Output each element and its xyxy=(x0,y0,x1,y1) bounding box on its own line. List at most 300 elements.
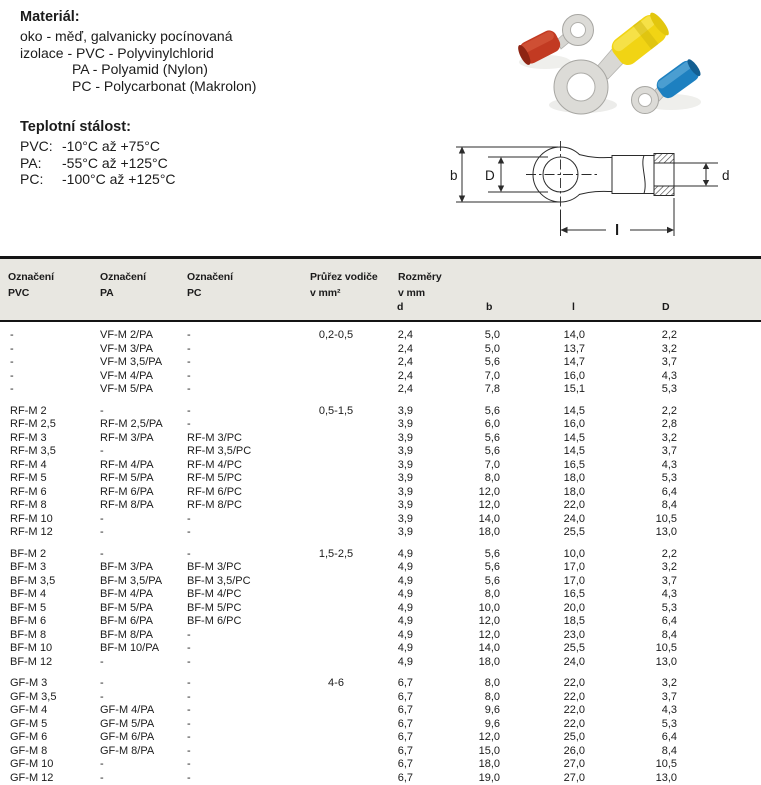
table-cell xyxy=(310,343,362,357)
dim-label-l: l xyxy=(615,222,620,239)
table-cell: 6,4 xyxy=(661,615,677,627)
specification-table xyxy=(0,256,761,785)
table-cell xyxy=(310,772,362,785)
table-cell: 4,9 xyxy=(397,547,413,560)
table-group xyxy=(0,548,761,670)
table-cell: 13,7 xyxy=(563,342,585,355)
table-cell: 12,0 xyxy=(478,628,500,641)
table-cell: RF-M 3,5/PC xyxy=(187,445,252,457)
table-cell: 22,0 xyxy=(563,704,585,716)
header-col-pvc xyxy=(8,269,54,301)
table-cell: 8,0 xyxy=(484,472,500,484)
table-cell: - xyxy=(187,547,191,560)
table-cell: 4,9 xyxy=(397,655,413,668)
table-cell: 27,0 xyxy=(563,771,585,784)
table-cell: - xyxy=(10,342,14,355)
header-line: v mm² xyxy=(310,287,341,299)
table-row xyxy=(0,691,761,705)
table-row xyxy=(0,432,761,446)
table-cell xyxy=(310,561,362,575)
table-cell: 4,3 xyxy=(661,458,677,471)
temperature-label: PA: xyxy=(20,154,42,171)
table-cell: RF-M 6/PC xyxy=(187,485,242,498)
table-cell: 6,7 xyxy=(397,690,413,703)
temperature-label: PC: xyxy=(20,171,44,187)
table-cell: - xyxy=(100,758,104,770)
table-row xyxy=(0,405,761,419)
table-cell: GF-M 5/PA xyxy=(100,717,155,730)
table-cell: RF-M 6/PA xyxy=(100,485,154,498)
table-cell: - xyxy=(187,717,191,730)
table-cell xyxy=(310,445,362,459)
table-cell: 8,4 xyxy=(661,628,677,641)
table-cell: - xyxy=(187,771,191,784)
table-cell: 13,0 xyxy=(655,655,677,668)
table-cell: 9,6 xyxy=(484,704,500,716)
table-group xyxy=(0,329,761,397)
table-cell xyxy=(310,758,362,772)
table-cell: - xyxy=(187,418,191,430)
table-cell: 2,2 xyxy=(661,329,677,341)
table-cell: 6,7 xyxy=(397,731,413,743)
table-cell: 2,4 xyxy=(397,369,413,382)
table-cell: BF-M 5/PC xyxy=(187,601,242,614)
header-line: PC xyxy=(187,287,202,299)
table-row xyxy=(0,343,761,357)
material-title: Materiál: xyxy=(20,9,80,25)
temperature-row xyxy=(20,155,450,172)
header-col-pa xyxy=(100,269,146,301)
table-row xyxy=(0,418,761,432)
table-cell: 16,5 xyxy=(563,588,585,600)
temperature-title: Teplotní stálost: xyxy=(20,119,131,135)
table-row xyxy=(0,383,761,397)
table-cell: 16,5 xyxy=(563,458,585,471)
table-row xyxy=(0,526,761,540)
table-cell xyxy=(310,704,362,718)
table-row xyxy=(0,370,761,384)
table-cell: 0,2-0,5 xyxy=(318,329,354,341)
table-cell: 2,2 xyxy=(661,547,677,560)
table-cell: 3,9 xyxy=(397,418,413,430)
table-cell: 14,5 xyxy=(563,404,585,417)
table-cell xyxy=(310,356,362,370)
table-cell: 6,0 xyxy=(484,418,500,430)
table-cell: - xyxy=(187,628,191,641)
table-cell: RF-M 4/PC xyxy=(187,458,242,471)
table-cell: 10,5 xyxy=(655,512,677,525)
table-cell: 4,9 xyxy=(397,642,413,654)
table-cell: - xyxy=(100,526,104,538)
table-cell: BF-M 2 xyxy=(10,547,47,560)
table-cell: 2,4 xyxy=(397,342,413,355)
header-line: PA xyxy=(100,287,114,299)
table-row xyxy=(0,704,761,718)
table-row xyxy=(0,758,761,772)
table-cell: 6,7 xyxy=(397,704,413,716)
table-cell: RF-M 3/PC xyxy=(187,431,242,444)
table-cell: BF-M 10/PA xyxy=(100,642,160,654)
table-cell: 14,0 xyxy=(478,512,500,525)
table-cell: 4,3 xyxy=(661,369,677,382)
table-cell: 17,0 xyxy=(563,561,585,573)
table-cell: RF-M 4/PA xyxy=(100,458,154,471)
table-cell: - xyxy=(187,356,191,368)
table-cell: 5,6 xyxy=(484,561,500,573)
table-cell: 7,0 xyxy=(484,369,500,382)
table-cell: 4,9 xyxy=(397,615,413,627)
table-cell: 5,6 xyxy=(484,404,500,417)
table-cell: BF-M 6/PA xyxy=(100,615,153,627)
material-line: oko - měď, galvanicky pocínovaná xyxy=(20,28,233,44)
table-cell: - xyxy=(100,655,104,668)
table-cell: 5,3 xyxy=(661,383,677,395)
table-cell: BF-M 3 xyxy=(10,561,47,573)
dim-label-b: b xyxy=(450,168,458,183)
table-row xyxy=(0,445,761,459)
table-cell: 20,0 xyxy=(563,601,585,614)
table-cell: 4,9 xyxy=(397,601,413,614)
table-row xyxy=(0,513,761,527)
table-cell: 3,9 xyxy=(397,458,413,471)
table-cell: 4,9 xyxy=(397,588,413,600)
table-row xyxy=(0,575,761,589)
header-dim-b: b xyxy=(486,301,493,313)
table-cell: 2,4 xyxy=(397,383,413,395)
table-cell: 25,0 xyxy=(563,731,585,743)
table-cell xyxy=(310,718,362,732)
table-cell: 18,5 xyxy=(563,615,585,627)
header-dim-l: l xyxy=(572,301,575,313)
table-cell: - xyxy=(187,704,191,716)
table-cell: BF-M 6/PC xyxy=(187,615,242,627)
table-row xyxy=(0,588,761,602)
table-cell xyxy=(310,588,362,602)
table-cell: GF-M 8 xyxy=(10,744,48,757)
table-cell: 10,0 xyxy=(563,547,585,560)
table-cell xyxy=(310,370,362,384)
table-cell: 22,0 xyxy=(563,690,585,703)
table-cell: BF-M 5 xyxy=(10,601,47,614)
table-cell: 3,9 xyxy=(397,445,413,457)
table-cell: 3,7 xyxy=(661,445,677,457)
table-cell: 19,0 xyxy=(478,771,500,784)
table-cell: - xyxy=(100,547,104,560)
table-cell: 5,0 xyxy=(484,329,500,341)
table-cell: RF-M 2,5 xyxy=(10,418,56,430)
table-cell: RF-M 2,5/PA xyxy=(100,418,163,430)
table-cell: 6,4 xyxy=(661,731,677,743)
table-cell: GF-M 10 xyxy=(10,758,54,770)
table-cell: - xyxy=(187,512,191,525)
table-cell: 22,0 xyxy=(563,677,585,689)
table-row xyxy=(0,548,761,562)
table-cell xyxy=(310,745,362,759)
table-cell: VF-M 2/PA xyxy=(100,329,153,341)
material-block xyxy=(20,8,450,94)
table-cell: 5,6 xyxy=(484,574,500,587)
table-cell: 14,5 xyxy=(563,431,585,444)
table-cell: BF-M 3,5 xyxy=(10,574,56,587)
table-cell: 2,2 xyxy=(661,404,677,417)
table-cell: VF-M 3/PA xyxy=(100,342,153,355)
table-cell: 1,5-2,5 xyxy=(318,547,354,560)
table-cell: - xyxy=(187,744,191,757)
header-dim-d: d xyxy=(397,301,404,313)
table-cell: 12,0 xyxy=(478,499,500,511)
header-line: Označení xyxy=(8,271,54,283)
table-cell: 3,2 xyxy=(661,342,677,355)
header-line: Rozměry xyxy=(398,271,442,283)
table-cell xyxy=(310,526,362,540)
table-cell: 18,0 xyxy=(563,472,585,484)
table-cell: 3,9 xyxy=(397,512,413,525)
temperature-label: PVC: xyxy=(20,138,53,154)
table-cell xyxy=(310,383,362,397)
table-body xyxy=(0,322,761,785)
table-cell: 3,7 xyxy=(661,574,677,587)
table-cell: BF-M 4/PA xyxy=(100,588,153,600)
table-cell: VF-M 5/PA xyxy=(100,383,153,395)
table-cell xyxy=(310,418,362,432)
temperature-value: -55°C až +125°C xyxy=(62,154,168,171)
table-cell: GF-M 8/PA xyxy=(100,744,155,757)
table-cell: GF-M 4 xyxy=(10,704,48,716)
table-cell: 14,5 xyxy=(563,445,585,457)
table-cell: 6,7 xyxy=(397,717,413,730)
table-cell: 5,6 xyxy=(484,445,500,457)
dim-label-d: d xyxy=(722,168,730,183)
temperature-row xyxy=(20,171,450,188)
table-cell: 7,8 xyxy=(484,383,500,395)
table-cell: RF-M 8 xyxy=(10,499,47,511)
table-cell xyxy=(310,629,362,643)
table-cell: GF-M 5 xyxy=(10,717,48,730)
table-cell xyxy=(310,691,362,705)
table-row xyxy=(0,486,761,500)
table-cell: BF-M 8/PA xyxy=(100,628,153,641)
table-cell: RF-M 12 xyxy=(10,526,53,538)
table-cell: 5,6 xyxy=(484,356,500,368)
table-cell: RF-M 10 xyxy=(10,512,53,525)
table-cell: - xyxy=(10,383,14,395)
table-cell: 18,0 xyxy=(478,655,500,668)
table-cell: BF-M 3,5/PC xyxy=(187,574,251,587)
table-cell: BF-M 3/PA xyxy=(100,561,153,573)
table-cell: 22,0 xyxy=(563,717,585,730)
table-cell: - xyxy=(187,731,191,743)
table-cell: RF-M 5/PC xyxy=(187,472,242,484)
table-cell: VF-M 4/PA xyxy=(100,369,153,382)
table-cell: 8,0 xyxy=(484,677,500,689)
table-cell xyxy=(310,513,362,527)
table-cell: BF-M 12 xyxy=(10,655,53,668)
table-row xyxy=(0,772,761,785)
table-cell: 6,7 xyxy=(397,758,413,770)
header-line: v mm xyxy=(398,287,426,299)
table-cell: - xyxy=(187,342,191,355)
header-line: Označení xyxy=(100,271,146,283)
table-cell: RF-M 4 xyxy=(10,458,47,471)
header-col-pc xyxy=(187,269,233,301)
table-cell: 12,0 xyxy=(478,485,500,498)
material-line: PC - Polycarbonat (Makrolon) xyxy=(72,77,257,94)
table-cell: - xyxy=(187,404,191,417)
table-cell: 23,0 xyxy=(563,628,585,641)
table-cell: 14,0 xyxy=(563,329,585,341)
table-cell xyxy=(310,486,362,500)
table-cell xyxy=(310,575,362,589)
table-cell: - xyxy=(100,677,104,689)
table-row xyxy=(0,629,761,643)
table-cell: 3,2 xyxy=(661,431,677,444)
table-cell: 16,0 xyxy=(563,418,585,430)
table-cell: 4,9 xyxy=(397,628,413,641)
table-header xyxy=(0,256,761,322)
table-row xyxy=(0,602,761,616)
table-cell: - xyxy=(100,445,104,457)
table-cell: BF-M 3/PC xyxy=(187,561,242,573)
table-cell: 8,0 xyxy=(484,690,500,703)
product-photo xyxy=(503,6,743,118)
table-row xyxy=(0,642,761,656)
table-cell: 7,0 xyxy=(484,458,500,471)
table-cell: BF-M 4 xyxy=(10,588,47,600)
table-cell: BF-M 5/PA xyxy=(100,601,153,614)
table-cell: - xyxy=(100,512,104,525)
table-cell: 10,5 xyxy=(655,642,677,654)
table-row xyxy=(0,356,761,370)
table-cell: BF-M 4/PC xyxy=(187,588,242,600)
table-cell xyxy=(310,499,362,513)
table-cell: GF-M 6/PA xyxy=(100,731,155,743)
temperature-row xyxy=(20,138,450,155)
table-cell: RF-M 2 xyxy=(10,404,47,417)
table-group xyxy=(0,677,761,785)
table-cell: GF-M 6 xyxy=(10,731,48,743)
table-cell: 27,0 xyxy=(563,758,585,770)
table-cell: 13,0 xyxy=(655,526,677,538)
table-cell: 3,9 xyxy=(397,485,413,498)
table-cell: 12,0 xyxy=(478,731,500,743)
table-cell: 12,0 xyxy=(478,615,500,627)
table-cell: 6,4 xyxy=(661,485,677,498)
table-cell xyxy=(310,459,362,473)
table-row xyxy=(0,745,761,759)
header-line: PVC xyxy=(8,287,30,299)
table-row xyxy=(0,677,761,691)
table-cell: - xyxy=(100,690,104,703)
table-cell: 18,0 xyxy=(478,526,500,538)
table-cell: 2,8 xyxy=(661,418,677,430)
table-cell xyxy=(310,472,362,486)
table-row xyxy=(0,656,761,670)
table-cell: GF-M 3 xyxy=(10,677,48,689)
table-cell: 18,0 xyxy=(563,485,585,498)
table-cell: - xyxy=(10,356,14,368)
table-cell: GF-M 4/PA xyxy=(100,704,155,716)
table-cell: 5,6 xyxy=(484,547,500,560)
table-cell: 15,1 xyxy=(563,383,585,395)
table-cell: 5,3 xyxy=(661,717,677,730)
table-cell: 2,4 xyxy=(397,356,413,368)
table-cell: RF-M 3/PA xyxy=(100,431,154,444)
temperature-block xyxy=(20,118,450,188)
table-cell: 8,0 xyxy=(484,588,500,600)
table-cell: 2,4 xyxy=(397,329,413,341)
table-cell: VF-M 3,5/PA xyxy=(100,356,163,368)
table-cell: 6,7 xyxy=(397,771,413,784)
temperature-value: -100°C až +125°C xyxy=(62,171,176,187)
table-cell: 3,7 xyxy=(661,356,677,368)
table-cell: 25,5 xyxy=(563,642,585,654)
table-cell: 24,0 xyxy=(563,512,585,525)
table-cell: BF-M 10 xyxy=(10,642,53,654)
table-cell: 22,0 xyxy=(563,499,585,511)
table-row xyxy=(0,718,761,732)
table-cell: - xyxy=(100,771,104,784)
table-cell: 24,0 xyxy=(563,655,585,668)
table-cell: RF-M 6 xyxy=(10,485,47,498)
table-cell: 25,5 xyxy=(563,526,585,538)
table-cell: 5,3 xyxy=(661,472,677,484)
table-cell: 26,0 xyxy=(563,744,585,757)
table-cell: 10,0 xyxy=(478,601,500,614)
temperature-value: -10°C až +75°C xyxy=(62,138,160,154)
table-cell: RF-M 5/PA xyxy=(100,472,154,484)
table-cell: 4,3 xyxy=(661,588,677,600)
table-cell: 13,0 xyxy=(655,771,677,784)
table-row xyxy=(0,329,761,343)
table-cell: 18,0 xyxy=(478,758,500,770)
table-cell: 0,5-1,5 xyxy=(318,404,354,417)
table-cell: 4-6 xyxy=(328,677,344,689)
table-cell: RF-M 5 xyxy=(10,472,47,484)
table-cell: RF-M 8/PC xyxy=(187,499,242,511)
table-cell: 14,7 xyxy=(563,356,585,368)
table-cell: GF-M 3,5 xyxy=(10,690,57,703)
material-line: izolace - PVC - Polyvinylchlorid xyxy=(20,44,214,61)
table-cell: BF-M 8 xyxy=(10,628,47,641)
table-cell: - xyxy=(187,329,191,341)
header-col-dimensions xyxy=(398,269,442,301)
table-cell: 9,6 xyxy=(484,717,500,730)
table-cell: - xyxy=(187,383,191,395)
table-cell: - xyxy=(10,329,14,341)
table-cell: 6,7 xyxy=(397,677,413,689)
table-cell: 3,9 xyxy=(397,526,413,538)
table-row xyxy=(0,499,761,513)
table-cell: 3,2 xyxy=(661,561,677,573)
table-cell: 17,0 xyxy=(563,574,585,587)
table-cell: 4,3 xyxy=(661,704,677,716)
table-cell: 3,2 xyxy=(661,677,677,689)
table-cell: RF-M 3,5 xyxy=(10,445,56,457)
table-cell: 10,5 xyxy=(655,758,677,770)
table-cell: - xyxy=(187,526,191,538)
table-cell: - xyxy=(187,642,191,654)
material-line: PA - Polyamid (Nylon) xyxy=(72,61,208,77)
table-cell: 8,4 xyxy=(661,499,677,511)
table-row xyxy=(0,472,761,486)
table-cell xyxy=(310,615,362,629)
table-cell: - xyxy=(187,758,191,770)
table-row xyxy=(0,561,761,575)
table-cell xyxy=(310,642,362,656)
table-group xyxy=(0,405,761,540)
table-cell: 8,4 xyxy=(661,744,677,757)
table-cell xyxy=(310,432,362,446)
